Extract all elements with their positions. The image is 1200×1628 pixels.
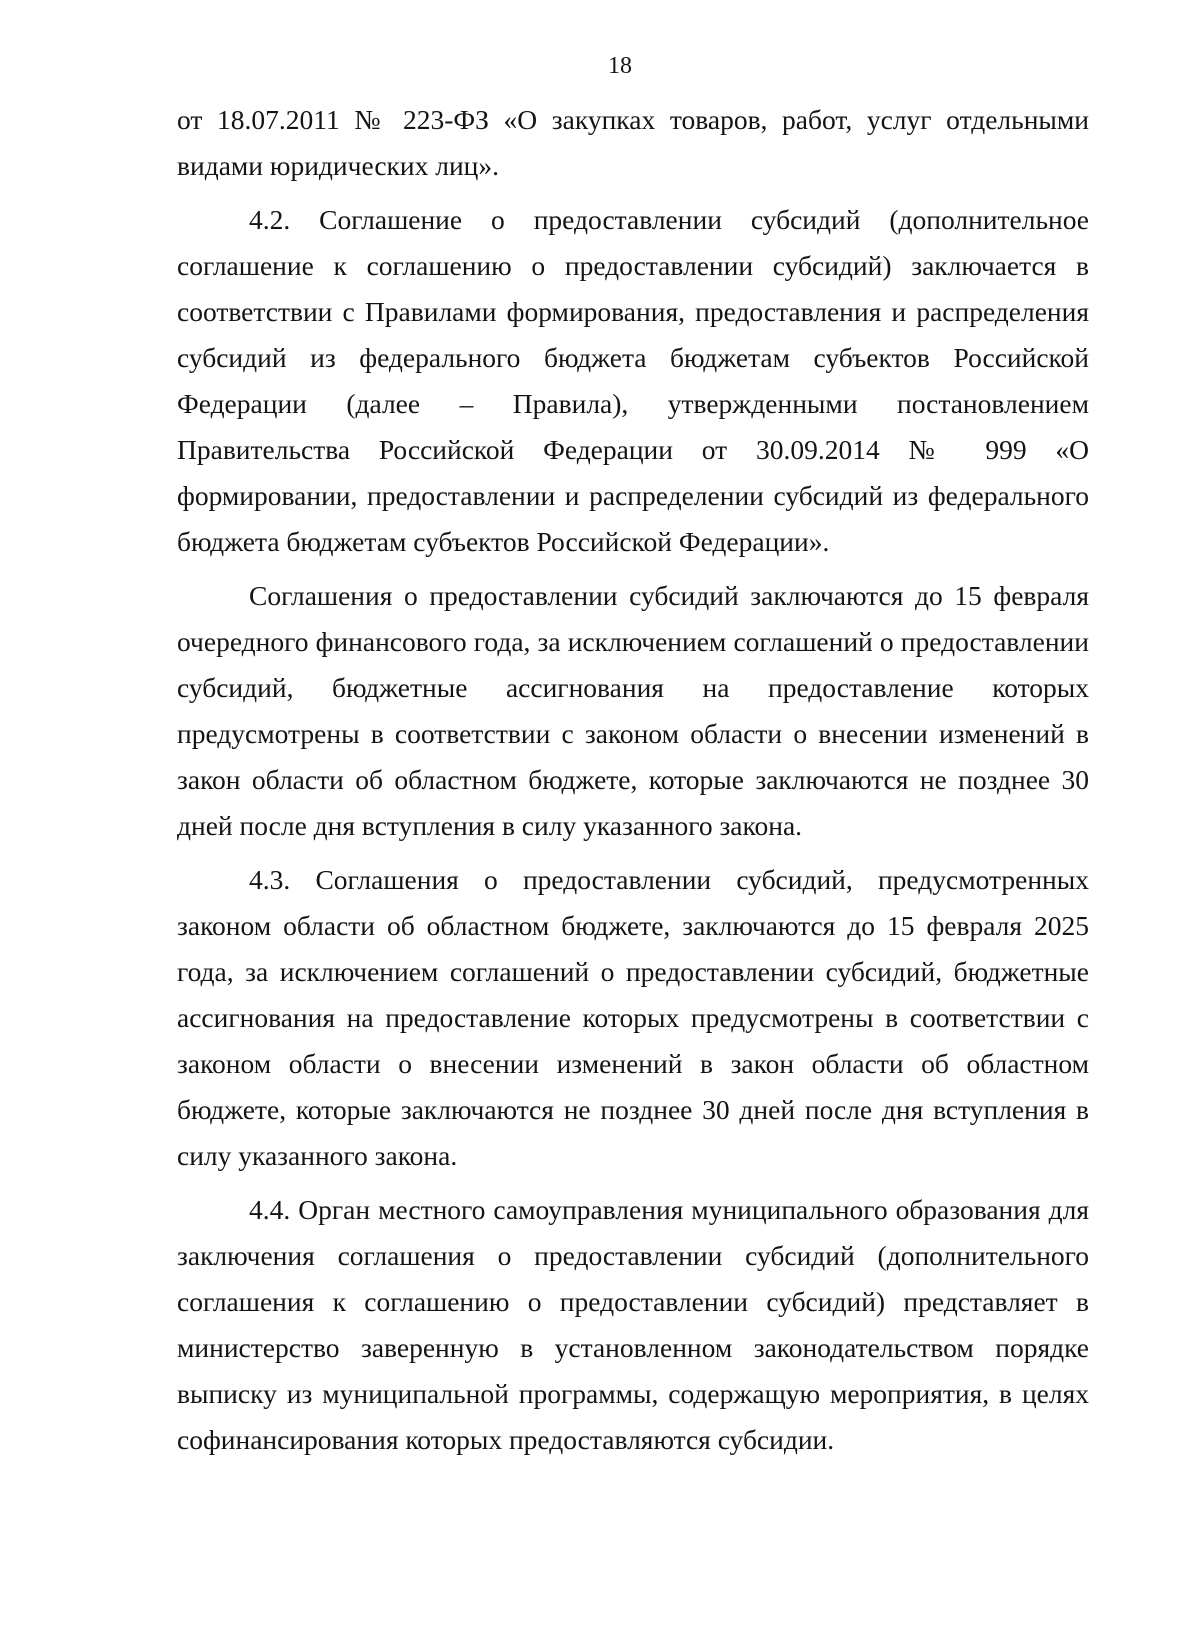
page-number: 18: [608, 53, 632, 79]
paragraph-continuation: от 18.07.2011 № 223-ФЗ «О закупках товаров, работ, услуг отдельными видами юридических лиц».: [177, 104, 1089, 181]
paragraph-4-4: 4.4. Орган местного самоуправления муниципального образования для заключения соглашения о предоставлении субсидий (дополнительного соглашения к соглашению о предоставлении субсидий) представляет в министерство заверенную в установленном законодательством порядке выписку из муниципальной программы, содержащую мероприятия, в целях софинансирования которых предоставляются субсидии.: [177, 1194, 1089, 1455]
paragraph-agreements-deadline: Соглашения о предоставлении субсидий заключаются до 15 февраля очередного финансового года, за исключением соглашений о предоставлении субсидий, бюджетные ассигнования на предоставление которых предусмотрены в соответствии с законом области о внесении изменений в закон области об областном бюджете, которые заключаются не позднее 30 дней после дня вступления в силу указанного закона.: [177, 580, 1089, 841]
paragraph-4-3: 4.3. Соглашения о предоставлении субсидий, предусмотренных законом области об областном бюджете, заключаются до 15 февраля 2025 года, за исключением соглашений о предоставлении субсидий, бюджетные ассигнования на предоставление которых предусмотрены в соответствии с законом области о внесении изменений в закон области об областном бюджете, которые заключаются не позднее 30 дней после дня вступления в силу указанного закона.: [177, 864, 1089, 1171]
paragraph-4-2: 4.2. Соглашение о предоставлении субсидий (дополнительное соглашение к соглашению о предоставлении субсидий) заключается в соответствии с Правилами формирования, предоставления и распределения субсидий из федерального бюджета бюджетам субъектов Российской Федерации (далее – Правила), утвержденными постановлением Правительства Российской Федерации от 30.09.2014 № 999 «О формировании, предоставлении и распределении субсидий из федерального бюджета бюджетам субъектов Российской Федерации».: [177, 204, 1089, 557]
document-body: [177, 97, 1089, 1463]
